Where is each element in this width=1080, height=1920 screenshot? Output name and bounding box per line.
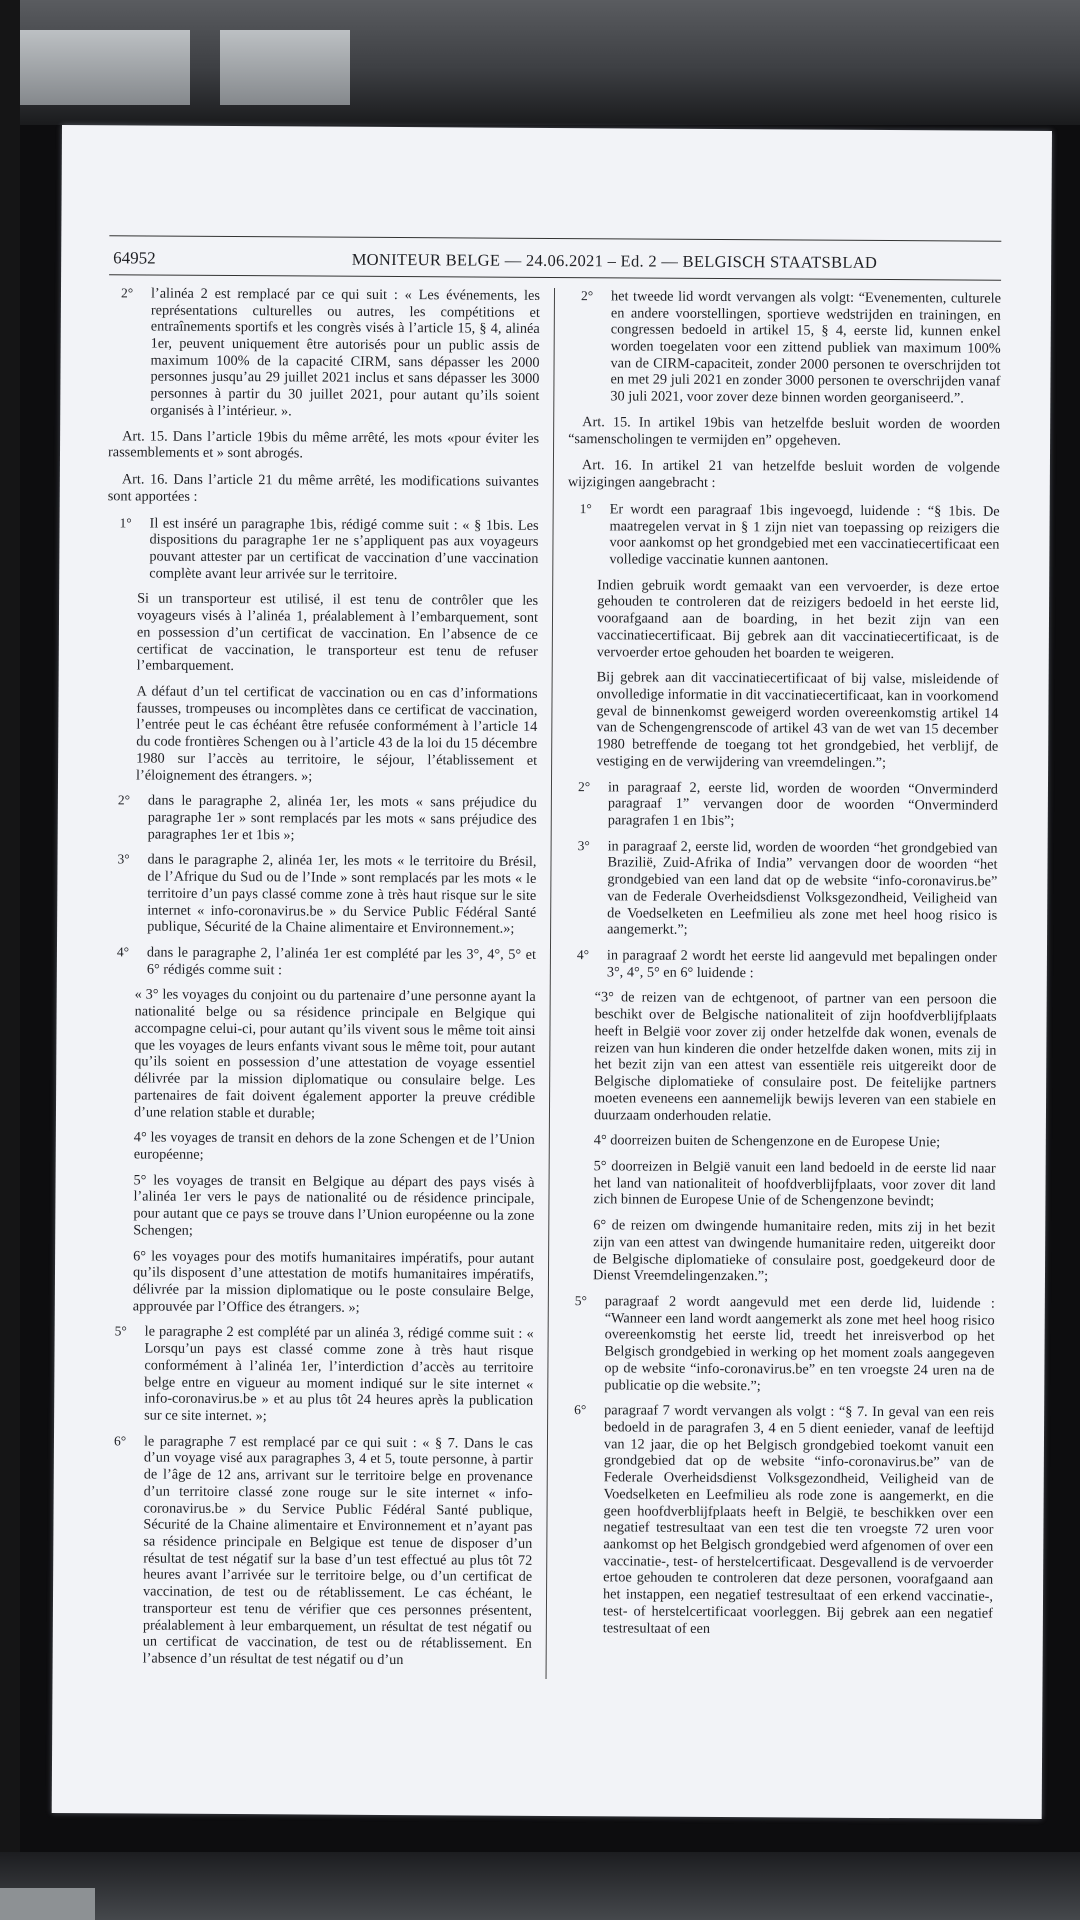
item-text: le paragraphe 7 est remplacé par ce qui suit : « § 7. Dans le cas d’un voyage visé aux paragraphes 3, 4 et 5, toute personne, à partir de l’âge de 12 ans, arrivant sur le territoire belge en provenance d’un territoire classé zone rouge sur le site internet « info-coronavirus.be » du Service Public Fédéral Santé publique, Sécurité de la Chaine alimentaire et Environnement et n’ayant pas sa résidence principale en Belgique est tenue de disposer d’un résultat de test négatif sur la base d’un test effectué au plus tôt 72 heures avant l’arrivée sur le territoire belge, ou d’un certificat de vaccination, de test ou de rétablissement. Le cas échéant, le transporteur est tenu de vérifier que ces personnes présentent, préalablement à leur embarquement, un résultat de test négatif ou un certificat de vaccination, de test ou de rétablissement. En l’absence d’un résultat de test négatif ou d’un: [142, 1433, 534, 1669]
two-column-body: [101, 285, 1001, 1681]
item-text: dans le paragraphe 2, alinéa 1er, les mots « sans préjudice du paragraphe 1er » sont remplacés par les mots « sans préjudice des paragraphes 1er et 1bis »;: [147, 792, 537, 844]
nl-amend-2: [566, 779, 998, 832]
item-number: 2°: [120, 285, 134, 301]
display-sticker: [0, 1888, 95, 1920]
floor-background: [0, 1852, 1080, 1920]
fr-amend-3: [105, 852, 537, 938]
item-number: 5°: [114, 1323, 127, 1339]
item-text: paragraaf 2 wordt aangevuld met een derde lid, luidende : “Wanneer een land wordt aangemerkt als zone met heel hoog risico overeenkomstig het eerste lid, treedt het inreisverbod op het Belgisch grondgebied in werking op het moment zoals aangegeven op de website “info-coronavirus.be” en ten vroegste 24 uren na de publicatie op die website.”;: [604, 1293, 995, 1394]
gazette-page: [101, 235, 1002, 1681]
fr-amend-1: [107, 515, 538, 585]
fr-item-2: [108, 285, 540, 421]
item-text: paragraaf 7 wordt vervangen als volgt : “§ 7. In geval van een reis bedoeld in de paragrafen 3, 4 en 5 dient eenieder, vanaf de leeftijd van 12 jaar, die op het Belgisch grondgebied toekomt vanuit een grondgebied dat op de website “info-coronavirus.be” van de Federale Overheidsdienst Volksgezondheid, Veiligheid van de Voedselketen en Leefmilieu als rode zone is aangemerkt, en die geen hoofdverblijfplaats heeft in België, te beschikken over een negatief testresultaat van een test die ten vroegste 72 uren voor aankomst op het Belgisch grondgebied werd afgenomen of over een vaccinatie-, test- of herstelcertificaat. Desgevallend is de vervoerder ertoe gehouden te controleren dat deze personen, voorafgaand aan het instappen, een negatief testresultaat of een erkend vaccinatie-, test- of herstelcertificaat voorleggen. Bij gebrek aan een negatief testresultaat of een: [602, 1402, 995, 1637]
nl-item-2: [568, 288, 1001, 408]
item-text: l’alinéa 2 est remplacé par ce qui suit : « Les événements, les représentations culturelles ou autres, les compétitions et entraînements sportifs et les congrès visés à l’article 15, § 4, alinéa 1er, peuvent uniquement être autorisés pour un public assis de maximum 100% de la capacité CIRM, sans dépasser les 2000 personnes jusqu’au 29 juillet 2021 inclus et sans dépasser les 3000 personnes à partir du 30 juillet 2021, pour autant qu’ils soient organisés à l’intérieur. ».: [150, 285, 541, 420]
fr-amend-4-para-5: 5° les voyages de transit en Belgique au départ des pays visés à l’alinéa 1er vers le pays de nationalité ou de résidence principale, pour autant que ce pays se trouve dans l’Union européenne ou la zone Schengen;: [133, 1172, 535, 1239]
fr-amend-5: [102, 1324, 534, 1427]
item-text: Er wordt een paragraaf 1bis ingevoegd, luidende : “§ 1bis. De maatregelen vervat in § 1 zijn niet van toepassing op reizigers die voor aankomst op het grondgebied met een vaccinatiecertificaat een volledige vaccinatie kunnen aantonen.: [609, 501, 1000, 569]
nl-amend-4-para-4: 4° doorreizen buiten de Schengenzone en de Europese Unie;: [593, 1132, 941, 1151]
item-number: 2°: [580, 288, 594, 304]
page-header: [109, 236, 1001, 280]
item-text: het tweede lid wordt vervangen als volgt: “Evenementen, culturele en andere voorstellingen, sportieve wedstrijden en trainingen, en congressen bedoeld in artikel 15, § 4, eerste lid, kunnen enkel worden toegelaten voor een zittend publiek van maximum 100% van de CIRM-capaciteit, zonder 2000 personen te overschrijden tot en met 29 juli 2021 en zonder 3000 personen te overschrijden vanaf 30 juli 2021, voor zover deze binnen worden georganiseerd.”.: [610, 288, 1002, 407]
item-number: 3°: [117, 851, 130, 867]
nl-article-16: Art. 16. In artikel 21 van hetzelfde besluit worden de volgende wijzigingen aangebracht :: [567, 457, 1000, 492]
french-column: [101, 285, 555, 1679]
dutch-column: [547, 288, 1001, 1682]
item-text: le paragraphe 2 est complété par un alinéa 3, rédigé comme suit : « Lorsqu’un pays est classé comme zone à très haut risque conformément à l’alinéa 1er, l’interdiction d’accès au territoire belge entre en vigueur au moment indiqué sur le site internet « info-coronavirus.be » et au plus tôt 24 heures après la publication sur ce site internet. »;: [144, 1323, 534, 1425]
nl-amend-6: [561, 1402, 994, 1639]
nl-amend-1: [567, 501, 999, 571]
fr-amend-2: [106, 793, 537, 846]
fr-amend-1-para-2: A défaut d’un tel certificat de vaccination ou en cas d’informations fausses, trompeuses ou incomplètes dans ce certificat de vaccination, l’entrée peut le cas échéant être refusée conformément à l’article 14 du code frontières Schengen ou à l’article 43 de la loi du 15 décembre 1980 sur l’accès au territoire, le séjour, l’établissement et l’éloignement des étrangers. »;: [135, 683, 538, 785]
item-text: Il est inséré un paragraphe 1bis, rédigé comme suit : « § 1bis. Les dispositions du paragraphe 1er ne s’appliquent pas aux voyageurs pouvant attester par un certificat de vaccination d’une vaccination complète avant leur arrivée sur le territoire.: [149, 515, 539, 583]
item-number: 5°: [574, 1293, 588, 1309]
item-number: 2°: [117, 792, 131, 808]
nl-amend-5: [562, 1293, 995, 1396]
item-number: 4°: [116, 944, 130, 960]
page-number: 64952: [113, 248, 156, 268]
nl-amend-4-para-5: 5° doorreizen in België vanuit een land bedoeld in de eerste lid naar het land van nationaliteit of hoofdverblijfplaats, voor zover dit land zich binnen de Europese Unie of de Schengenzone bevindt;: [593, 1158, 996, 1210]
item-number: 4°: [576, 947, 590, 963]
item-number: 6°: [574, 1402, 587, 1418]
fr-amend-4: [105, 944, 536, 980]
fr-amend-4-para-3: « 3° les voyages du conjoint ou du partenaire d’une personne ayant la nationalité belge ou sa résidence principale en Belgique qui accompagne celui-ci, pour autant qu’ils vivent sous le même toit ainsi que les voyages de leurs enfants vivant sous le même toit, pour autant qu’ils soient en possession d’une attestation de voyage essentiel délivrée par la mission diplomatique ou consulaire belge. Les partenaires de fait doivent également apporter la preuve crédible d’une relation stable et durable;: [133, 986, 536, 1122]
display-screen: [52, 125, 1052, 1819]
fr-article-16: Art. 16. Dans l’article 21 du même arrêté, les modifications suivantes sont apportées :: [107, 471, 539, 505]
item-number: 1°: [119, 514, 132, 530]
nl-amend-1-para-1: Indien gebruik wordt gemaakt van een vervoerder, is deze ertoe gehouden te controleren dat de reizigers bedoeld in het eerste lid, voorafgaand aan de boarding, in het bezit zijn van een vaccinatiecertificaat. Bij gebrek aan dit vaccinatiecertificaat, is de vervoerder ertoe gehouden het boarden te weigeren.: [596, 576, 1000, 662]
ceiling-light-center: [220, 30, 350, 105]
fr-amend-6: [101, 1433, 533, 1670]
nl-amend-4-para-3: “3° de reizen van de echtgenoot, of partner van een persoon die beschikt over de Belgische nationaliteit of zijn hoofdverblijfplaats heeft in België voor zover zij onder hetzelfde dak wonen, evenals de reizen van hun kinderen die onder hetzelfde daken wonen, mits zij in het bezit zijn van een attest van essentiële reis uitgereikt door de Belgische diplomatieke of consulaire post. De feitelijke partners moeten eveneens een aannemelijk bewijs leveren van een stabiele en duurzaam onderhouden relatie.: [593, 989, 997, 1124]
item-number: 2°: [577, 778, 591, 794]
nl-amend-1-para-2: Bij gebrek aan dit vaccinatiecertificaat of bij valse, misleidende of onvolledige informatie in dit vaccinatiecertificaat, kan in voorkomend geval de binnenkomst geweigerd worden overeenkomstig artikel 14 van de Schengengrenscode of artikel 43 van de wet van 15 december 1980 betreffende de toegang tot het grondgebied, het verblijf, de vestiging en de verwijdering van vreemdelingen.”;: [596, 669, 999, 771]
item-number: 1°: [579, 500, 592, 517]
item-text: in paragraaf 2 wordt het eerste lid aangevuld met bepalingen onder 3°, 4°, 5° en 6° luidende :: [606, 947, 997, 981]
fr-amend-4-para-4: 4° les voyages de transit en dehors de la zone Schengen et de l’Union européenne;: [133, 1129, 535, 1163]
fr-amend-4-para-6: 6° les voyages pour des motifs humanitaires impératifs, pour autant qu’ils disposent d’une attestation de motifs humanitaires impératifs, délivrée par la mission diplomatique ou le poste consulaire Belge, approuvée par l’Office des étrangers. »;: [132, 1247, 535, 1316]
item-text: dans le paragraphe 2, l’alinéa 1er est complété par les 3°, 4°, 5° et 6° rédigés comme suit :: [146, 944, 536, 979]
item-text: in paragraaf 2, eerste lid, worden de woorden “het grondgebied van Brazilië, Zuid-Afrika of India” vervangen door de woorden “het grondgebied van een land dat op de website “info-coronavirus.be” van de Federale Overheidsdienst Volksgezondheid, Veiligheid van de Voedselketen en Leefmilieu als zone met heel hoog risico is aangemerkt.”;: [607, 838, 998, 939]
item-text: dans le paragraphe 2, alinéa 1er, les mots « le territoire du Brésil, de l’Afrique du Sud ou de l’Inde » sont remplacés par les mots « le territoire d’un pays classé comme zone à très haut risque sur le site internet « info-coronavirus.be » du Service Public Fédéral Santé publique, Sécurité de la Chaine alimentaire et Environnement.»;: [147, 851, 537, 938]
item-number: 6°: [113, 1433, 127, 1449]
display-frame-left: [0, 0, 20, 1920]
nl-amend-3: [565, 838, 998, 941]
fr-article-15: Art. 15. Dans l’article 19bis du même arrêté, les mots «pour éviter les rassemblements et » sont abrogés.: [107, 427, 540, 462]
ceiling-background: [0, 0, 1080, 125]
ceiling-light-left: [20, 30, 190, 105]
item-number: 3°: [577, 837, 590, 853]
nl-amend-4: [565, 947, 997, 983]
nl-article-15: Art. 15. In artikel 19bis van hetzelfde besluit worden de woorden “samenscholingen te vermijden en” opgeheven.: [568, 414, 1001, 449]
item-text: in paragraaf 2, eerste lid, worden de woorden “Onverminderd paragraaf 1” vervangen door de woorden “Onverminderd paragrafen 1 en 1bis”;: [607, 778, 999, 830]
fr-amend-1-para-1: Si un transporteur est utilisé, il est tenu de contrôler que les voyageurs visés à l’alinéa 1, préalablement à l’embarquement, sont en possession d’un certificat de vaccination. En l’absence de ce certificat de vaccination, le transporteur est tenu de refuser l’embarquement.: [136, 590, 539, 675]
gazette-title: MONITEUR BELGE — 24.06.2021 – Ed. 2 — BELGISCH STAATSBLAD: [351, 249, 878, 272]
nl-amend-4-para-6: 6° de reizen om dwingende humanitaire reden, mits zij in het bezit zijn van een attest van dwingende humanitaire reden, uitgereikt door de Belgische diplomatieke of consulaire post, goedgekeurd door de Dienst Vreemdelingenzaken.”;: [592, 1217, 996, 1285]
